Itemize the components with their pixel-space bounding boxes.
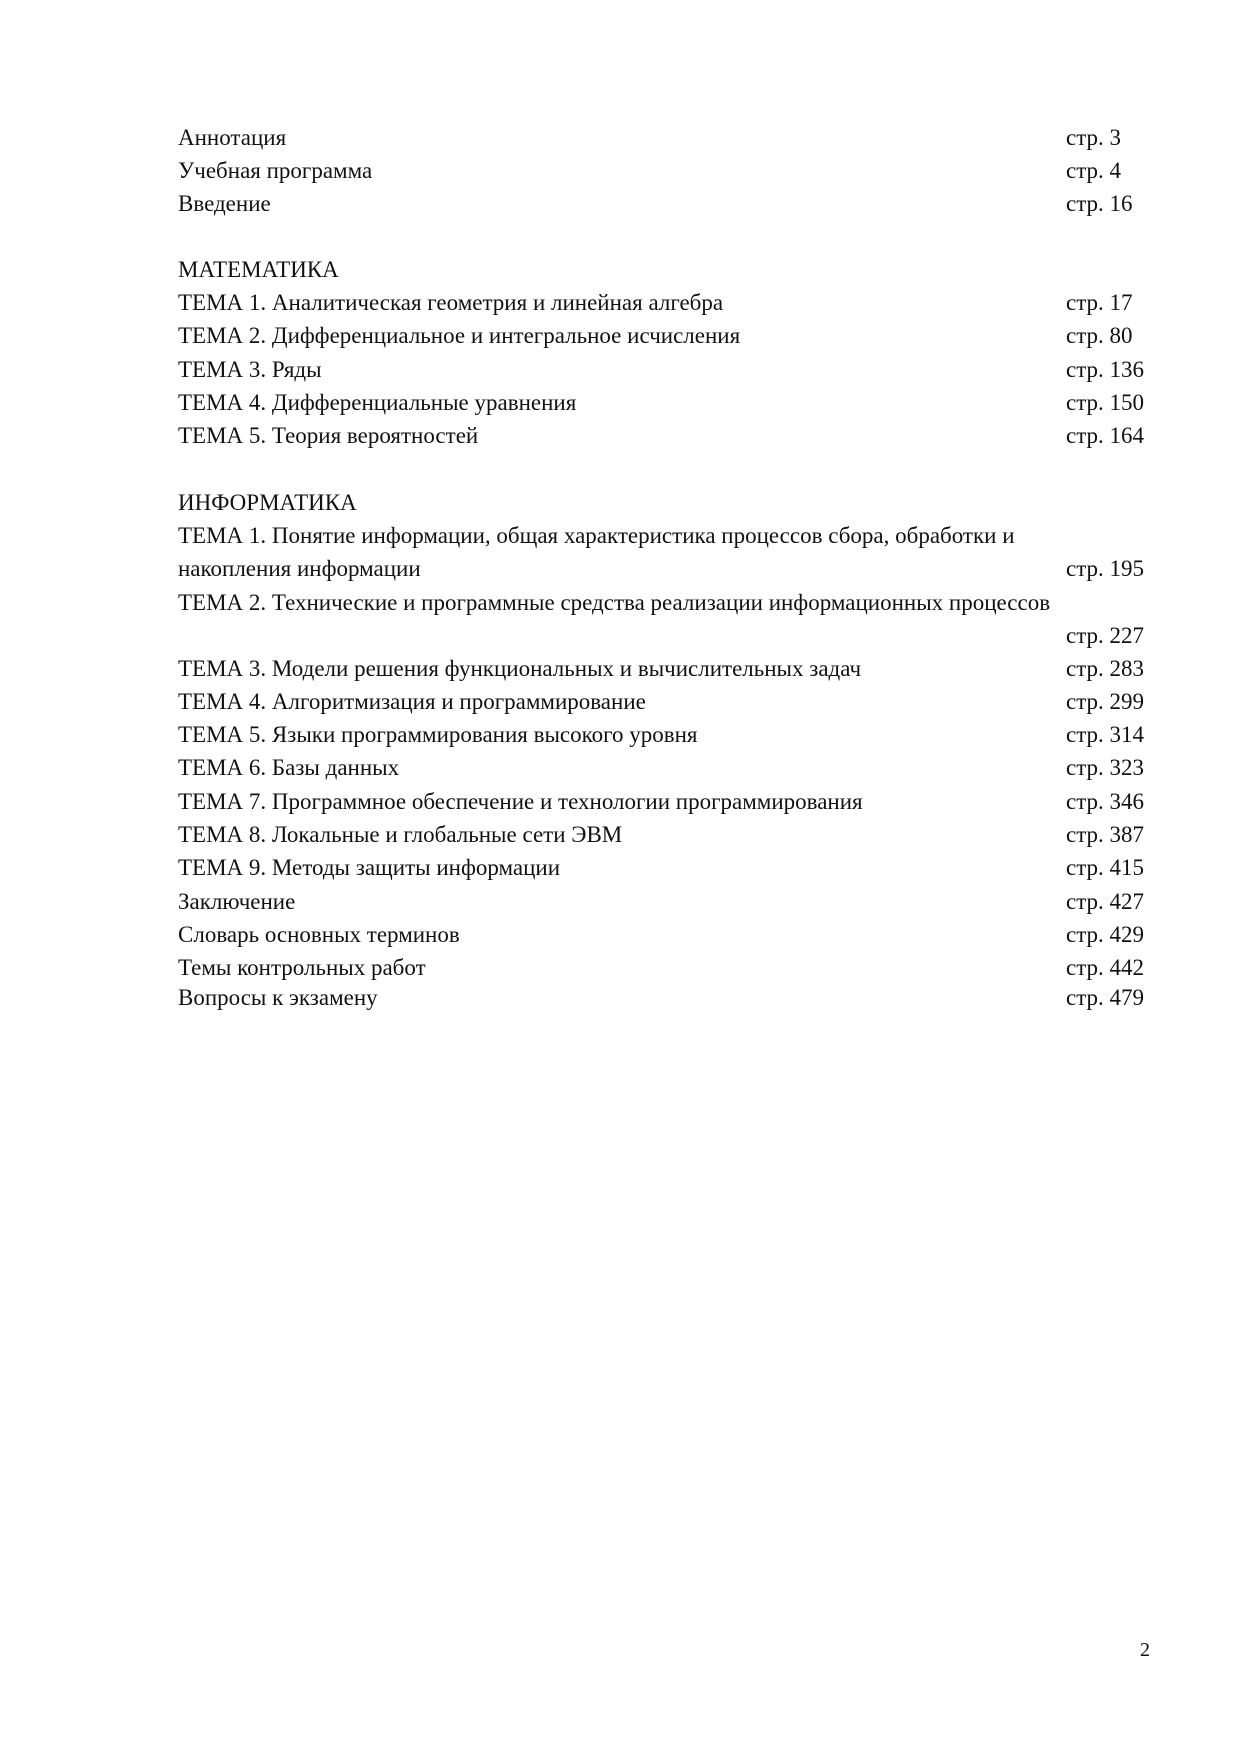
toc-entry-title: ТЕМА 9. Методы защиты информации	[178, 855, 561, 880]
toc-entry-page: стр. 442	[1066, 955, 1145, 980]
toc-entry-page: стр. 195	[1066, 556, 1145, 581]
toc-entry-title: Учебная программа	[178, 158, 373, 183]
toc-entry-title: ТЕМА 3. Модели решения функциональных и вычислительных задач	[178, 656, 862, 681]
toc-entry	[178, 719, 1153, 751]
toc-entry-title: ТЕМА 8. Локальные и глобальные сети ЭВМ	[178, 822, 623, 847]
toc-entry-title-cont: накопления информации	[178, 556, 421, 581]
toc-entry-page: стр. 80	[1066, 323, 1133, 348]
toc-entry	[178, 686, 1153, 718]
toc-entry	[178, 886, 1153, 918]
toc-entry-page: стр. 387	[1066, 822, 1145, 847]
toc-entry-title: ТЕМА 2. Технические и программные средства реализации информационных процессов	[178, 590, 1051, 615]
toc-entry	[178, 553, 1153, 585]
toc-entry-title: ТЕМА 2. Дифференциальное и интегральное исчисления	[178, 323, 741, 348]
toc-entry	[178, 420, 1153, 452]
toc-entry	[178, 387, 1153, 419]
toc-entry-title: ТЕМА 3. Ряды	[178, 357, 322, 382]
toc-entry-title: ТЕМА 1. Понятие информации, общая характеристика процессов сбора, обработки и	[178, 523, 1015, 548]
toc-entry	[178, 919, 1153, 951]
toc-entry-title: Заключение	[178, 889, 296, 914]
page-number: 2	[1140, 1639, 1150, 1661]
toc-entry-page: стр. 150	[1066, 390, 1145, 415]
toc-entry-title: ТЕМА 5. Теория вероятностей	[178, 423, 479, 448]
toc-entry	[178, 982, 1153, 1014]
toc-entry-page: стр. 479	[1066, 985, 1145, 1010]
toc-entry	[178, 786, 1153, 818]
toc-entry-title: Темы контрольных работ	[178, 955, 426, 980]
toc-entry-page: стр. 227	[1066, 623, 1145, 648]
toc-entry	[178, 819, 1153, 851]
toc-entry	[178, 653, 1153, 685]
toc-entry-title: ТЕМА 4. Дифференциальные уравнения	[178, 390, 577, 415]
toc-entry-line	[178, 520, 1153, 552]
toc-entry-page: стр. 17	[1066, 290, 1133, 315]
toc-entry	[178, 188, 1153, 220]
toc-entry-page: стр. 429	[1066, 922, 1145, 947]
toc-entry-line	[178, 587, 1153, 619]
toc-entry-title: ТЕМА 7. Программное обеспечение и технологии программирования	[178, 789, 863, 814]
toc-entry-title: Вопросы к экзамену	[178, 985, 378, 1010]
toc-entry	[178, 952, 1153, 984]
toc-entry-page: стр. 136	[1066, 357, 1145, 382]
toc-entry	[178, 354, 1153, 386]
toc-entry-page: стр. 16	[1066, 191, 1133, 216]
toc-entry	[178, 320, 1153, 352]
toc-entry-page: стр. 346	[1066, 789, 1145, 814]
section-heading-informatics: ИНФОРМАТИКА	[178, 490, 357, 515]
toc-entry-title: ТЕМА 4. Алгоритмизация и программирование	[178, 689, 646, 714]
toc-entry-page: стр. 323	[1066, 755, 1145, 780]
toc-entry	[178, 155, 1153, 187]
toc-entry-page: стр. 427	[1066, 889, 1145, 914]
toc-entry	[178, 122, 1153, 154]
toc-entry-title: Аннотация	[178, 125, 287, 150]
toc-entry	[178, 852, 1153, 884]
section-heading-math: МАТЕМАТИКА	[178, 257, 339, 282]
toc-entry-page: стр. 299	[1066, 689, 1145, 714]
toc-entry	[178, 620, 1153, 652]
toc-entry-title: Введение	[178, 191, 271, 216]
toc-entry-page: стр. 415	[1066, 855, 1145, 880]
toc-entry	[178, 287, 1153, 319]
toc-entry	[178, 752, 1153, 784]
toc-entry-title: ТЕМА 6. Базы данных	[178, 755, 400, 780]
toc-entry-title: ТЕМА 1. Аналитическая геометрия и линейная алгебра	[178, 290, 724, 315]
toc-entry-page: стр. 4	[1066, 158, 1122, 183]
toc-entry-title: ТЕМА 5. Языки программирования высокого уровня	[178, 722, 698, 747]
toc-entry-page: стр. 3	[1066, 125, 1122, 150]
toc-entry-page: стр. 283	[1066, 656, 1145, 681]
toc-entry-page: стр. 314	[1066, 722, 1145, 747]
toc-entry-page: стр. 164	[1066, 423, 1145, 448]
toc-entry-title: Словарь основных терминов	[178, 922, 460, 947]
